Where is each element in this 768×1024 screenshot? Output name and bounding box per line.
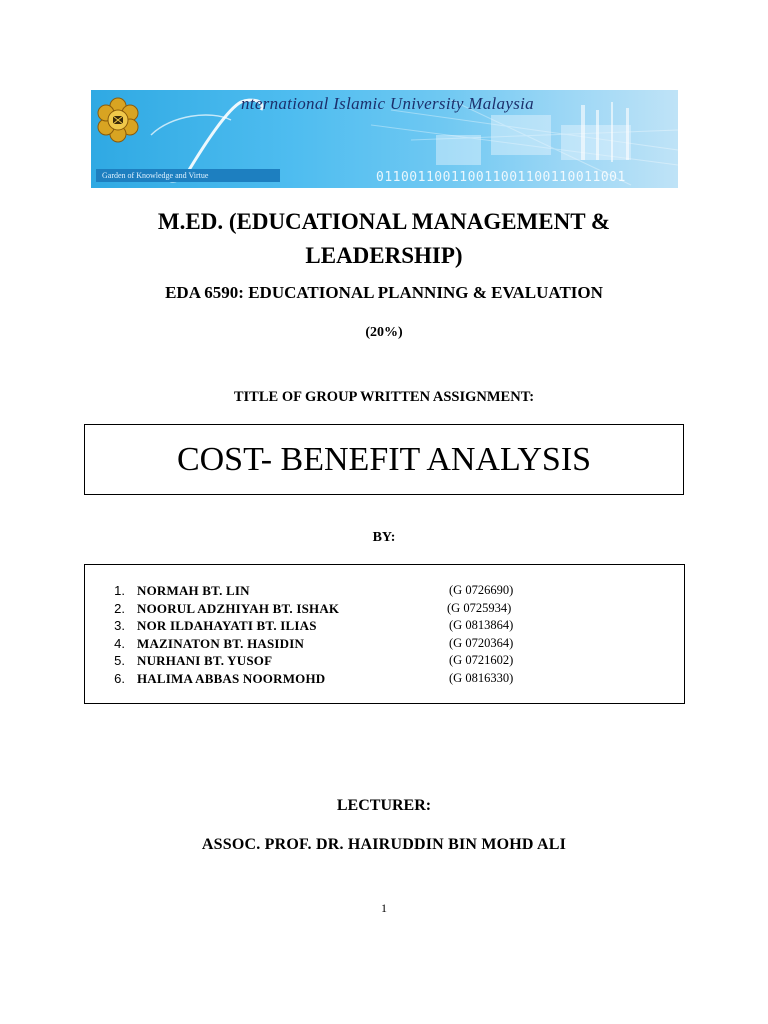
- member-id: (G 0725934): [447, 600, 512, 615]
- member-name: HALIMA ABBAS NOORMOHD: [137, 670, 326, 686]
- member-id: (G 0720364): [449, 635, 514, 650]
- member-item: [85, 617, 685, 635]
- members-box: [84, 564, 685, 704]
- member-number: 1.: [114, 583, 125, 598]
- course-title: EDA 6590: EDUCATIONAL PLANNING & EVALUATION: [165, 283, 603, 302]
- banner-title: nternational Islamic University Malaysia: [241, 94, 534, 113]
- assignment-title-label: TITLE OF GROUP WRITTEN ASSIGNMENT:: [233, 389, 535, 405]
- member-item: [85, 635, 685, 653]
- program-title: [0, 205, 768, 273]
- assignment-title: COST- BENEFIT ANALYSIS: [176, 440, 592, 478]
- member-name: NOR ILDAHAYATI BT. ILIAS: [137, 618, 317, 634]
- member-item: [85, 582, 685, 600]
- member-name: NURHANI BT. YUSOF: [137, 653, 273, 669]
- assignment-title-box: [84, 424, 684, 495]
- program-title-line-1: M.ED. (EDUCATIONAL MANAGEMENT &: [157, 209, 611, 234]
- member-name: NOORUL ADZHIYAH BT. ISHAK: [137, 600, 340, 616]
- member-item: [85, 600, 685, 618]
- assignment-weight: (20%): [365, 325, 403, 340]
- lecturer-label: LECTURER:: [336, 797, 432, 814]
- member-name: NORMAH BT. LIN: [137, 583, 250, 598]
- by-label: BY:: [372, 530, 396, 545]
- member-number: 3.: [114, 618, 125, 634]
- member-number: 6.: [114, 670, 125, 686]
- members-list: [85, 582, 685, 688]
- banner-motto: Garden of Knowledge and Virtue: [96, 169, 280, 182]
- member-id: (G 0721602): [449, 653, 514, 668]
- page-number: 1: [381, 901, 387, 915]
- member-number: 5.: [114, 653, 125, 669]
- member-id: (G 0726690): [449, 583, 514, 597]
- lecturer-name: ASSOC. PROF. DR. HAIRUDDIN BIN MOHD ALI: [201, 836, 567, 853]
- iium-logo-icon: [98, 98, 138, 142]
- member-id: (G 0813864): [449, 618, 514, 633]
- program-title-line-2: LEADERSHIP): [305, 243, 463, 268]
- member-number: 4.: [114, 635, 125, 651]
- member-number: 2.: [114, 600, 125, 616]
- member-item: [85, 652, 685, 670]
- banner-binary-text: 011001100110011001100110011001: [376, 170, 626, 185]
- member-name: MAZINATON BT. HASIDIN: [137, 635, 305, 651]
- member-item: [85, 670, 685, 688]
- university-banner: [91, 90, 678, 188]
- member-id: (G 0816330): [449, 670, 514, 685]
